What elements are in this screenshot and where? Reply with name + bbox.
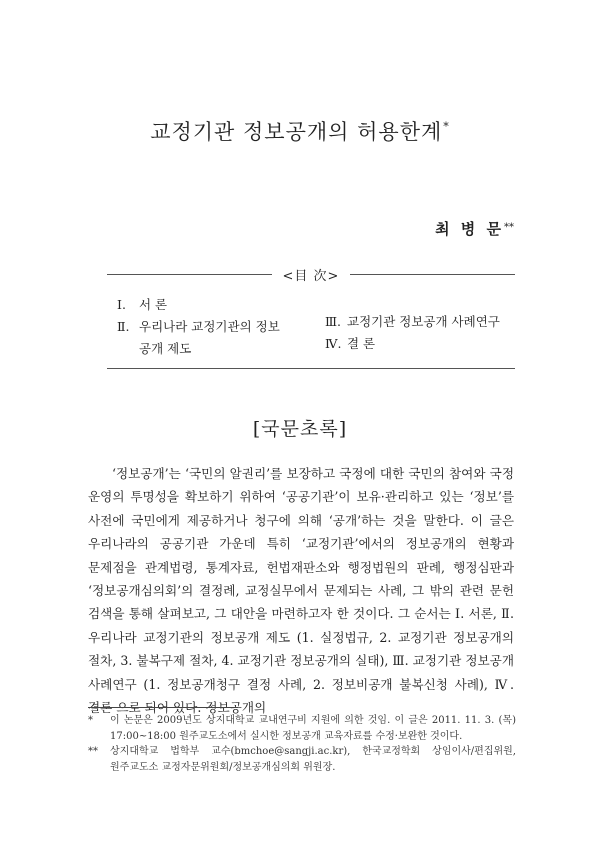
table-of-contents xyxy=(107,269,515,369)
toc-item-1[interactable] xyxy=(117,294,317,316)
toc-item-number: Ⅱ. xyxy=(117,319,130,334)
toc-left-column xyxy=(117,294,317,360)
footnote-mark: * xyxy=(88,715,93,726)
abstract-heading: [국문초록] xyxy=(252,418,348,440)
footnote-text: 상지대학교 법학부 교수(bmchoe@sangji.ac.kr), 한국교정학회 상임이사/편집위원, 원주교도소 교정자문위원회/정보공개심의회 위원장. xyxy=(110,746,516,773)
toc-item-label-continued: 공개 제도 xyxy=(139,341,192,356)
toc-item-number: Ⅲ. xyxy=(325,314,342,329)
toc-item-2[interactable] xyxy=(117,316,317,338)
toc-item-number: Ⅳ. xyxy=(325,336,342,351)
toc-item-label: 결 론 xyxy=(347,336,376,351)
toc-item-2-continued[interactable] xyxy=(117,338,317,360)
toc-heading: <目 次> xyxy=(282,269,340,284)
footnote-1 xyxy=(88,713,516,744)
footnote-text: 이 논문은 2009년도 상지대학교 교내연구비 지원에 의한 것임. 이 글은 2011. 11. 3. (목) 17:00~18:00 원주교도소에서 실시한 정보공개 교육자료를 수정·보완한 것이다. xyxy=(110,715,516,742)
toc-item-4[interactable] xyxy=(325,333,515,355)
toc-item-label: 우리나라 교정기관의 정보 xyxy=(139,319,280,334)
title-footnote-marker: * xyxy=(443,120,450,133)
paper-title-text: 교정기관 정보공개의 허용한계 xyxy=(150,120,443,144)
author-name: 최 병 문 xyxy=(435,220,504,238)
author-footnote-marker: ** xyxy=(504,222,514,233)
toc-right-column xyxy=(325,311,515,355)
author xyxy=(435,218,514,239)
footnote-mark: ** xyxy=(88,746,98,757)
footnote-2 xyxy=(88,744,516,775)
toc-item-label: 교정기관 정보공개 사례연구 xyxy=(347,314,500,329)
paper-title xyxy=(0,116,600,146)
toc-item-label: 서 론 xyxy=(139,297,168,312)
footnotes xyxy=(88,713,516,775)
toc-item-number: Ⅰ. xyxy=(117,297,126,312)
footnote-divider xyxy=(88,707,238,708)
abstract-body: ‘정보공개’는 ‘국민의 알권리’를 보장하고 국정에 대한 국민의 참여와 국정 운영의 투명성을 확보하기 위하여 ‘공공기관’이 보유·관리하고 있는 ‘정보’를 사전에 국민에게 제공하거나 청구에 의해 ‘공개’하는 것을 말한다. 이 글은 우리나라의 공공기관 가운데 특히 ‘교정기관’에서의 정보공개의 현황과 문제점을 관계법령, 통계자료, 헌법재판소와 행정법원의 판례, 행정심판과 ‘정보공개심의회’의 결정례, 교정실무에서 문제되는 사례, 그 밖의 관련 문헌 검색을 통해 살펴보고, 그 대안을 마련하고자 한 것이다. 그 순서는 Ⅰ. 서론, Ⅱ. 우리나라 교정기관의 정보공개 제도 (1. 실정법규, 2. 교정기관 정보공개의 절차, 3. 불복구제 절차, 4. 교정기관 정보공개의 실태), Ⅲ. 교정기관 정보공개 사례연구 (1. 정보공개청구 결정 사례, 2. 정보비공개 불복신청 사례), Ⅳ. 결론 으로 되어 있다. 정보공개의 xyxy=(88,466,514,716)
toc-item-3[interactable] xyxy=(325,311,515,333)
